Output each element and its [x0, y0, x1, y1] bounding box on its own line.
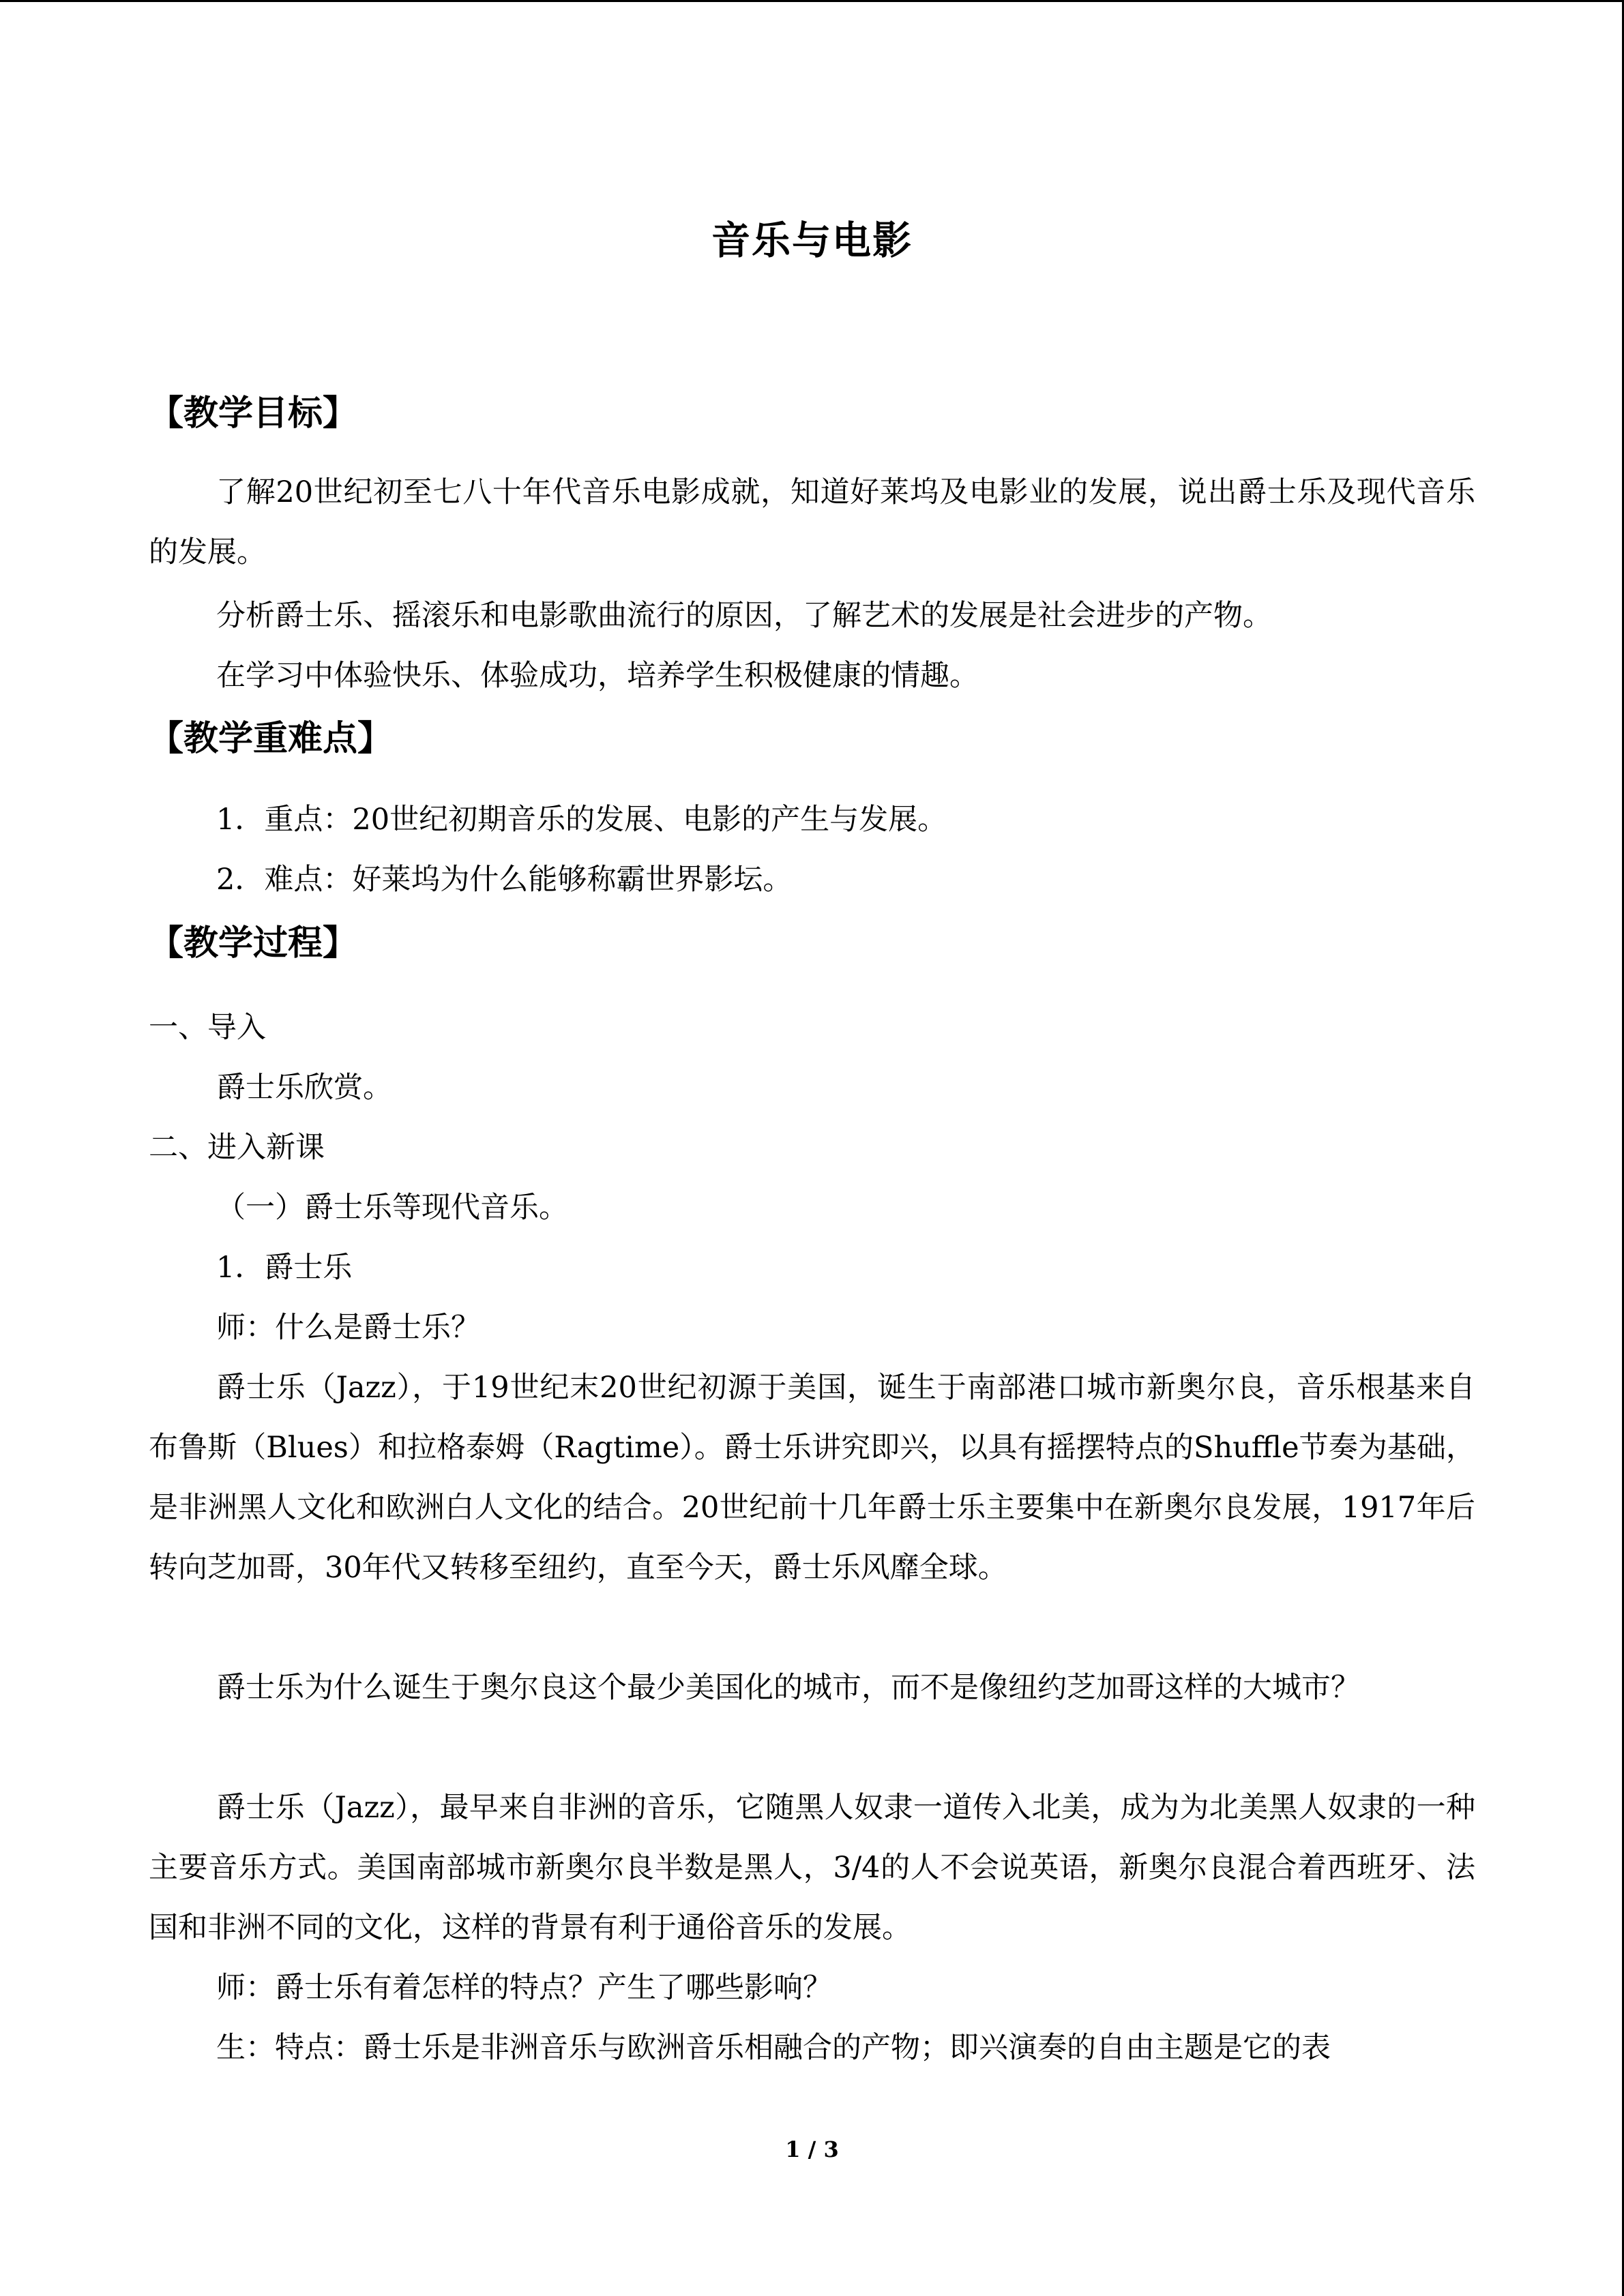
section-heading-objectives: 【教学目标】 — [149, 393, 358, 434]
subsection-title-jazz-modern: （一）爵士乐等现代音乐。 — [216, 1191, 568, 1225]
document-title: 音乐与电影 — [711, 218, 913, 263]
teacher-question-2: 师：爵士乐有着怎样的特点？产生了哪些影响？ — [216, 1971, 832, 2005]
section-heading-key-points: 【教学重难点】 — [149, 719, 393, 759]
part-title-new-lesson: 二、进入新课 — [149, 1131, 325, 1165]
page-number: 1 / 3 — [785, 2136, 839, 2162]
objectives-paragraph-2: 分析爵士乐、摇滚乐和电影歌曲流行的原因，了解艺术的发展是社会进步的产物。 — [216, 599, 1272, 633]
student-answer-2: 生：特点：爵士乐是非洲音乐与欧洲音乐相融合的产物；即兴演奏的自由主题是它的表 — [216, 2031, 1331, 2065]
key-point-item-2: 2．难点：好莱坞为什么能够称霸世界影坛。 — [216, 863, 793, 897]
objectives-paragraph-1: 了解20世纪初至七八十年代音乐电影成就，知道好莱坞及电影业的发展，说出爵士乐及现代音乐的发展。 — [149, 475, 1475, 569]
part-text-intro: 爵士乐欣赏。 — [216, 1071, 392, 1105]
objectives-paragraph-3: 在学习中体验快乐、体验成功，培养学生积极健康的情趣。 — [216, 659, 979, 693]
part-title-intro: 一、导入 — [149, 1011, 266, 1045]
page-top-border — [0, 0, 1624, 2]
key-point-item-1: 1．重点：20世纪初期音乐的发展、电影的产生与发展。 — [216, 803, 947, 837]
jazz-paragraph-2: 爵士乐为什么诞生于奥尔良这个最少美国化的城市，而不是像纽约芝加哥这样的大城市？ — [216, 1671, 1360, 1705]
item-title-jazz: 1．爵士乐 — [216, 1251, 353, 1285]
teacher-question-1: 师：什么是爵士乐？ — [216, 1311, 480, 1345]
section-heading-process: 【教学过程】 — [149, 923, 358, 964]
jazz-paragraph-3: 爵士乐（Jazz），最早来自非洲的音乐，它随黑人奴隶一道传入北美，成为为北美黑人奴隶的一种主要音乐方式。美国南部城市新奥尔良半数是黑人，3/4的人不会说英语，新奥尔良混合着西班牙、法国和非洲不同的文化，这样的背景有利于通俗音乐的发展。 — [149, 1791, 1475, 1945]
jazz-paragraph-1: 爵士乐（Jazz），于19世纪末20世纪初源于美国，诞生于南部港口城市新奥尔良，音乐根基来自布鲁斯（Blues）和拉格泰姆（Ragtime）。爵士乐讲究即兴，以具有摇摆特点的Shuffle节奏为基础，是非洲黑人文化和欧洲白人文化的结合。20世纪前十几年爵士乐主要集中在新奥尔良发展，1917年后转向芝加哥，30年代又转移至纽约，直至今天，爵士乐风靡全球。 — [149, 1371, 1475, 1585]
